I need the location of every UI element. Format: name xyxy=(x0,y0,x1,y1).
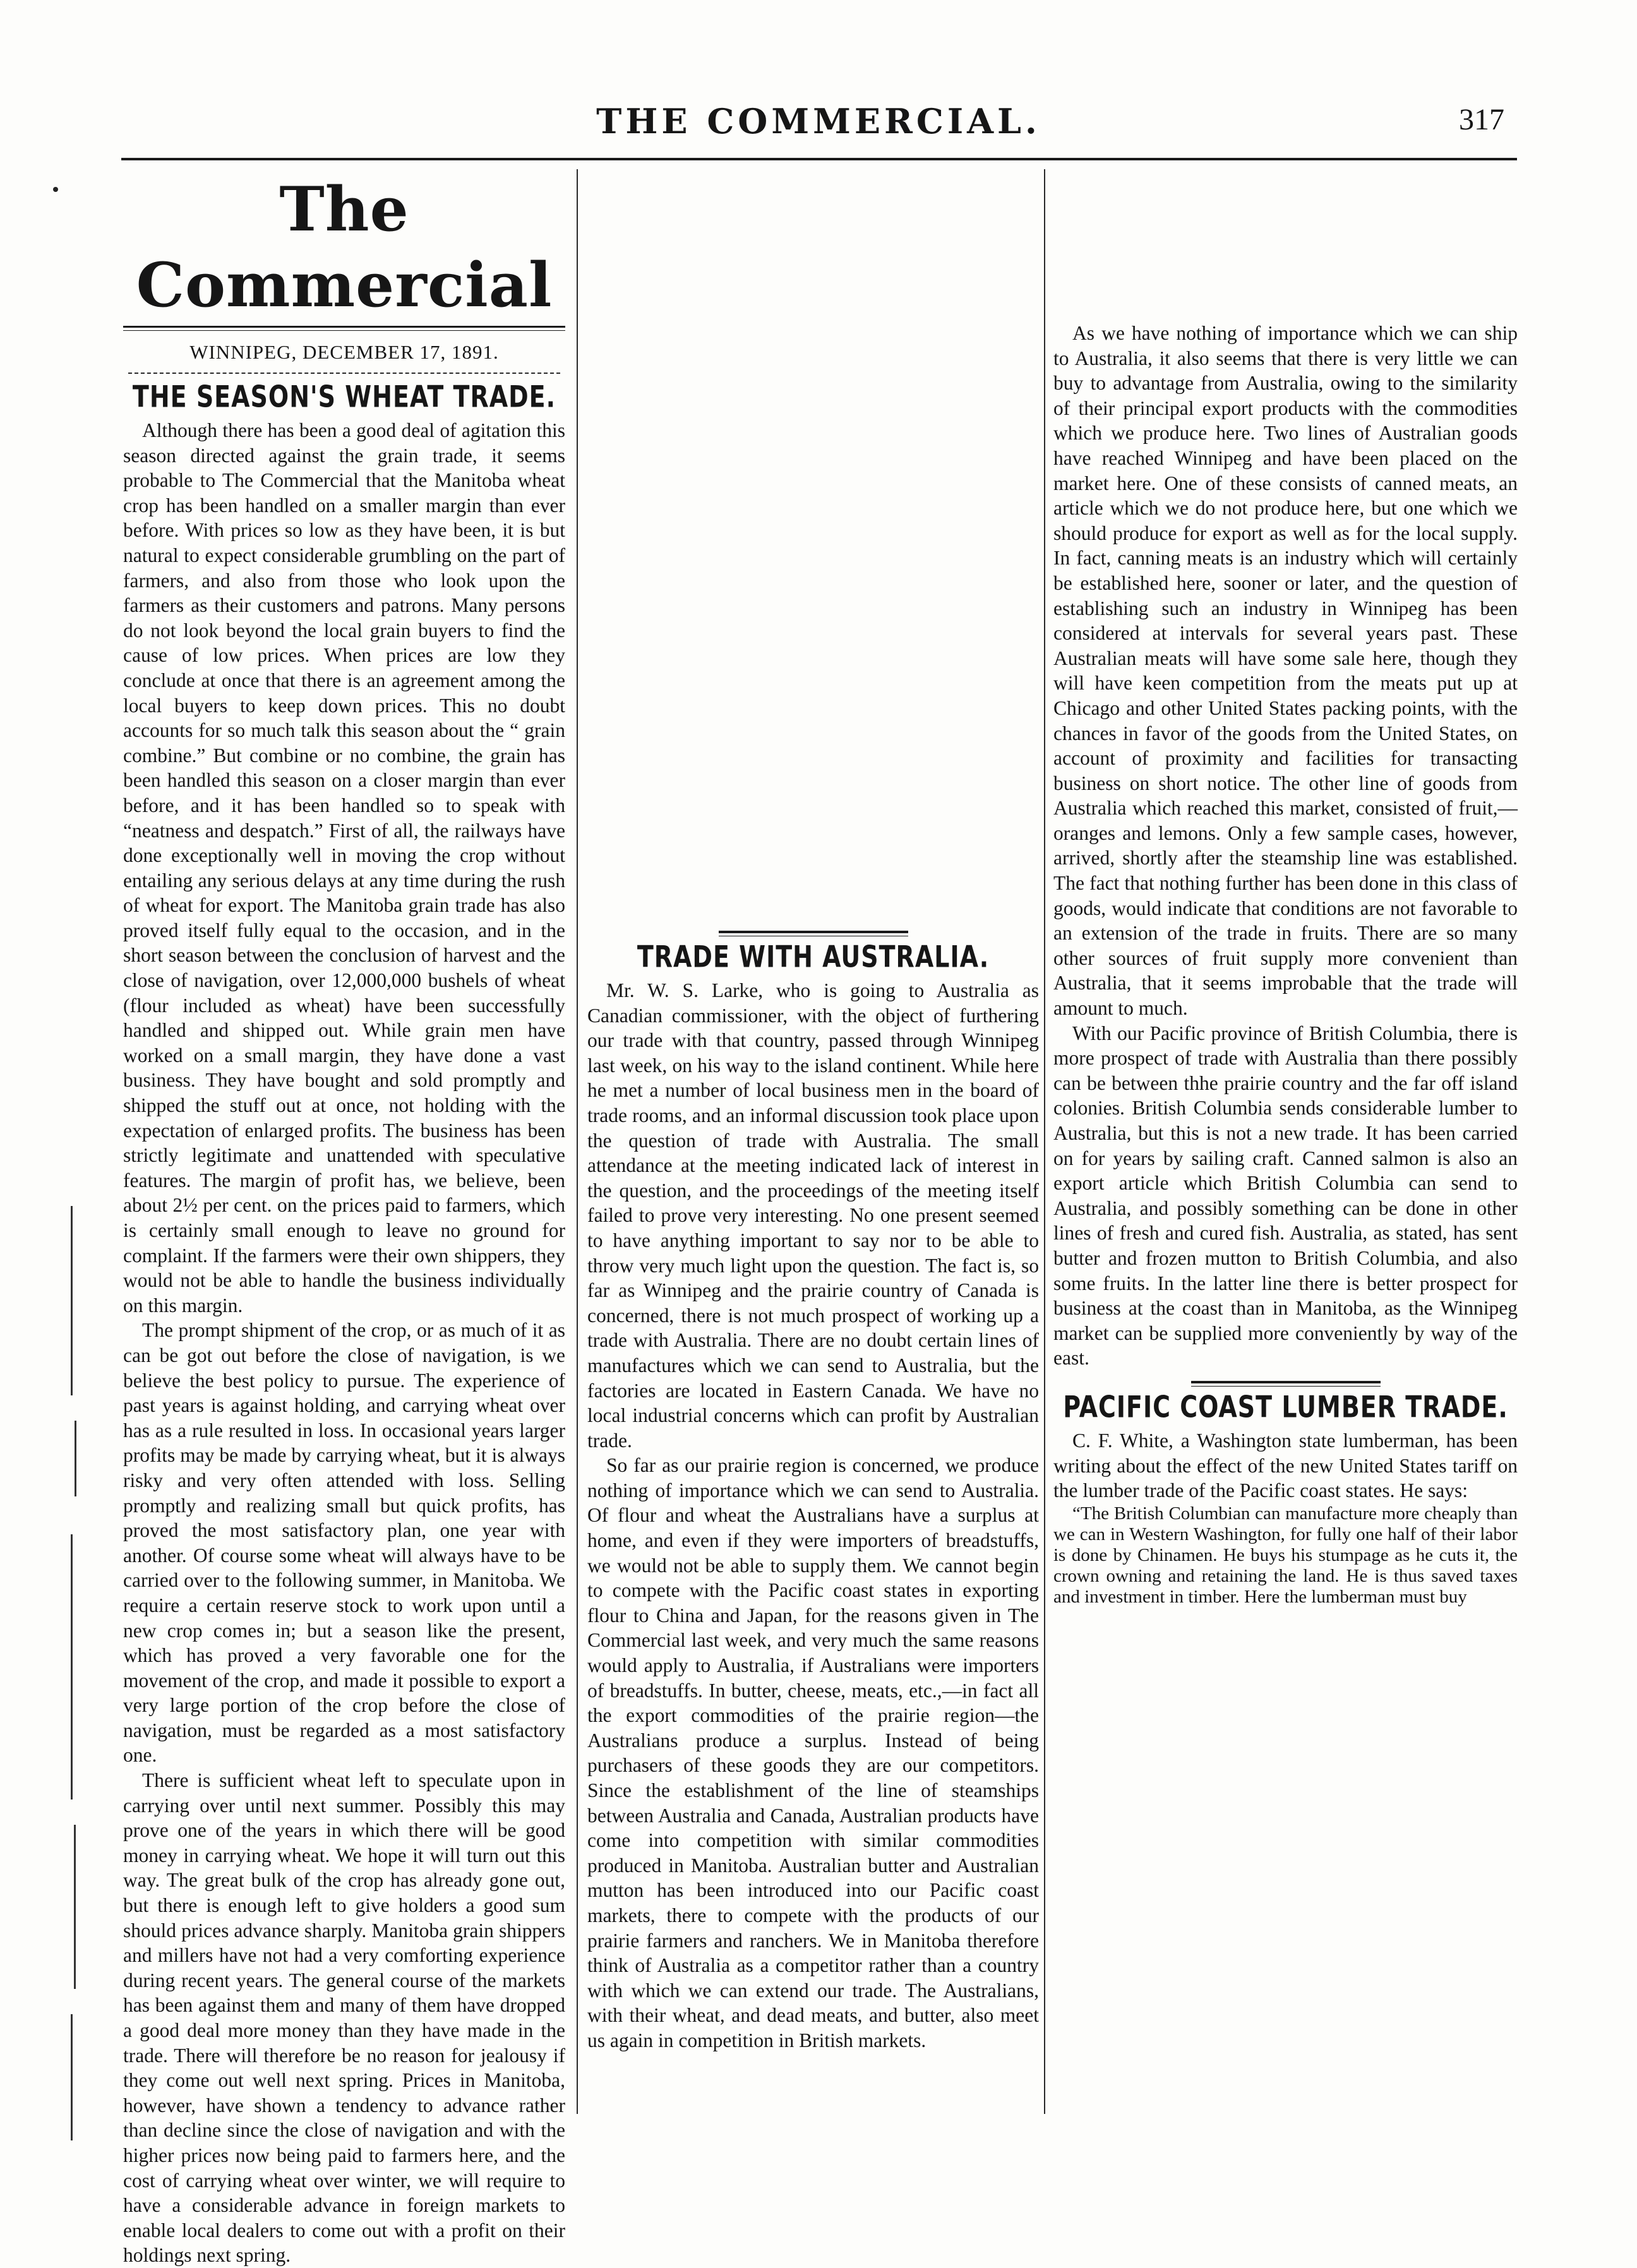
article-paragraph: As we have nothing of importance which we can ship to Australia, it also seems that there is very little we can buy to advantage from Australia, owing to the similarity of their principal export products with the commodities which we produce here. Two lines of Australian goods have reached Winnipeg and have been placed on the market here. One of these consists of canned meats, an article which we do not produce here, but one which we should produce for export as well as for the local supply. In fact, canning meats is an industry which will certainly be established here, sooner or later, and the question of establishing such an industry in Winnipeg has been considered at intervals for several years past. These Australian meats will have some sale here, though they will have keen competition from the meats put up at Chicago and other United States packing points, with the chances in favor of the goods from the United States, on account of proximity and facilities for transacting business on short notice. The other line of goods from Australia which reached this market, consisted of fruit,—oranges and lemons. Only a few sample cases, however, arrived, shortly after the steamship line was established. The fact that nothing further has been done in this class of goods, would indicate that conditions are not favorable to an extension of the trade in fruits. There are so many other sources of fruit supply more convenient than Australia, that it seems improbable that the trade will amount to much. xyxy=(1053,322,1518,1020)
running-title: THE COMMERCIAL. xyxy=(596,101,1041,141)
continued-text-spacer xyxy=(587,169,1039,921)
article-quote: “The British Columbian can manufacture more cheaply than we can in Western Washington, for fully one half of their labor is done by Chinamen. He buys his stumpage as he cuts it, the crown owning and retaining the land. He is thus saved taxes and investment in timber. Here the lumberman must buy xyxy=(1053,1503,1518,1607)
dateline-rule xyxy=(128,373,560,374)
article-paragraph: The prompt shipment of the crop, or as much of it as can be got out before the close of navigation, is we believe the best policy to pursue. The experience of past years is against holding, and carrying wheat over has as a rule resulted in loss. In occasional years larger profits may be made by carrying wheat, but it is always risky and very often attended with loss. Selling promptly and realizing small but quick profits, has proved the most satisfactory plan, one year with another. Of course some wheat will always have to be carried over to the following summer, in Manitoba. We require a certain reserve stock to work upon until a new crop comes in; but a season like the present, which has proved a very favorable one for the movement of the crop, and made it possible to export a very large portion of the crop before the close of navigation, must be regarded as a most satisfactory one. xyxy=(123,1319,565,1767)
continued-text-spacer xyxy=(1053,169,1518,321)
column-3 xyxy=(1053,169,1518,2114)
article-paragraph: With our Pacific province of British Columbia, there is more prospect of trade with Australia than there possibly can be between thhe prairie country and the far off island colonies. British Columbia sends considerable lumber to Australia, but this is not a new trade. It has been carried on for years by sailing craft. Canned salmon is also an export article which British Columbia can send to Australia, and possibly something can be done in other lines of fresh and cured fish. Australia, as stated, has sent butter and frozen mutton to British Columbia, and also some fruits. In the latter line there is better prospect for business at the coast than in Manitoba, as the Winnipeg market can be supplied more conveniently by way of the east. xyxy=(1053,1022,1518,1370)
binding-edge-marks xyxy=(71,1206,80,2140)
dateline: WINNIPEG, DECEMBER 17, 1891. xyxy=(189,341,499,363)
column-1 xyxy=(123,169,565,2267)
column-rule xyxy=(1044,169,1045,2114)
running-head xyxy=(0,101,1637,139)
article-heading: TRADE WITH AUSTRALIA. xyxy=(637,939,990,974)
article-heading: THE SEASON'S WHEAT TRADE. xyxy=(132,379,556,414)
masthead-rule xyxy=(123,330,565,331)
header-rule xyxy=(121,158,1517,160)
article-paragraph: Although there has been a good deal of agitation this season directed against the grain trade, it seems probable to The Commercial that the Manitoba wheat crop has been handled on a smaller margin than ever before. With prices so low as they have been, it is but natural to expect considerable grumbling on the part of farmers, and also from those who look upon the farmers as their customers and patrons. Many persons do not look beyond the local grain buyers to find the cause of low prices. When prices are low they conclude at once that there is an agreement among the local buyers to keep down prices. This no doubt accounts for so much talk this season about the “ grain combine.” But combine or no combine, the grain has been handled this season on a closer margin than ever before, and it has been handled so to speak with “neatness and despatch.” First of all, the railways have done exceptionally well in moving the crop without entailing any serious delays at any time during the rush of wheat for export. The Manitoba grain trade has also proved itself fully equal to the occasion, and in the short season between the conclusion of harvest and the close of navigation, over 12,000,000 bushels of wheat (flour included as wheat) have been successfully handled and shipped out. While grain men have worked on a small margin, they have done a vast business. They have bought and sold promptly and shipped the stuff out at once, not holding with the expectation of enlarged profits. The business has been strictly legitimate and unattended with speculative features. The margin of profit has, we believe, been about 2½ per cent. on the prices paid to farmers, which is certainly small enough to leave no ground for complaint. If the farmers were their own shippers, they would not be able to handle the business individually on this margin. xyxy=(123,419,565,1316)
page-number: 317 xyxy=(1459,103,1504,136)
article-paragraph: There is sufficient wheat left to speculate upon in carrying over until next summer. Possibly this may prove one of the years in which there will be good money in carrying wheat. We hope it will turn out this way. The great bulk of the crop has already gone out, but there is enough left to give holders a good sum should prices advance sharply. Manitoba grain shippers and millers have not had a very comforting experience during recent years. The general course of the markets has been against them and many of them have dropped a good deal more money than they have made in the trade. There will therefore be no reason for jealousy if they come out well next spring. Prices in Manitoba, however, have shown a tendency to advance rather than decline since the close of navigation and with the higher prices now being paid to farmers here, and the cost of carrying wheat over winter, we will require to have a considerable advance in foreign markets to enable local dealers to come out with a profit on their holdings next spring. xyxy=(123,1769,565,2267)
article-heading: PACIFIC COAST LUMBER TRADE. xyxy=(1063,1389,1508,1424)
article-paragraph: So far as our prairie region is concerned, we produce nothing of importance which we can send to Australia. Of flour and wheat the Australians have a surplus at home, and even if they were importers of breadstuffs, we would not be able to supply them. We cannot begin to compete with the Pacific coast states in exporting flour to China and Japan, for the reasons given in The Commercial last week, and very much the same reasons would apply to Australia, if Australians were importers of breadstuffs. In butter, cheese, meats, etc.,—in fact all the export commodities of the prairie region—the Australians produce a surplus. Instead of being purchasers of these goods they are our competitors. Since the establishment of the line of steamships between Australia and Canada, Australian products have come into competition with similar commodities produced in Manitoba. Australian butter and Australian mutton has been introduced into our Pacific coast markets, there to compete with the products of our prairie farmers and ranchers. We in Manitoba therefore think of Australia as a competitor rather than a country with which we can extend our trade. The Australians, with their wheat, and dead meats, and butter, also meet us again in competition in British markets. xyxy=(587,1454,1039,2051)
article-paragraph: C. F. White, a Washington state lumberman, has been writing about the effect of the new United States tariff on the lumber trade of the Pacific coast states. He says: xyxy=(1053,1429,1518,1502)
masthead-rule xyxy=(123,326,565,328)
column-2 xyxy=(587,169,1039,2114)
masthead-title: The Commercial xyxy=(136,174,553,321)
column-rule xyxy=(577,169,578,2114)
margin-dot xyxy=(53,187,58,192)
article-paragraph: Mr. W. S. Larke, who is going to Australia as Canadian commissioner, with the object of furthering our trade with that country, passed through Winnipeg last week, on his way to the island continent. While here he met a number of local business men in the board of trade rooms, and an informal discussion took place upon the question of trade with Australia. The small attendance at the meeting indicated lack of interest in the question, and the proceedings of the meeting itself failed to prove very interesting. No one present seemed to have anything important to say nor to be able to throw very much light upon the question. The fact is, so far as Winnipeg and the prairie country of Canada is concerned, there is not much prospect of working up a trade with Australia. There are no doubt certain lines of manufactures which we can send to Australia, but the factories are located in Eastern Canada. We have no local industrial concerns which can profit by Australian trade. xyxy=(587,979,1039,1452)
